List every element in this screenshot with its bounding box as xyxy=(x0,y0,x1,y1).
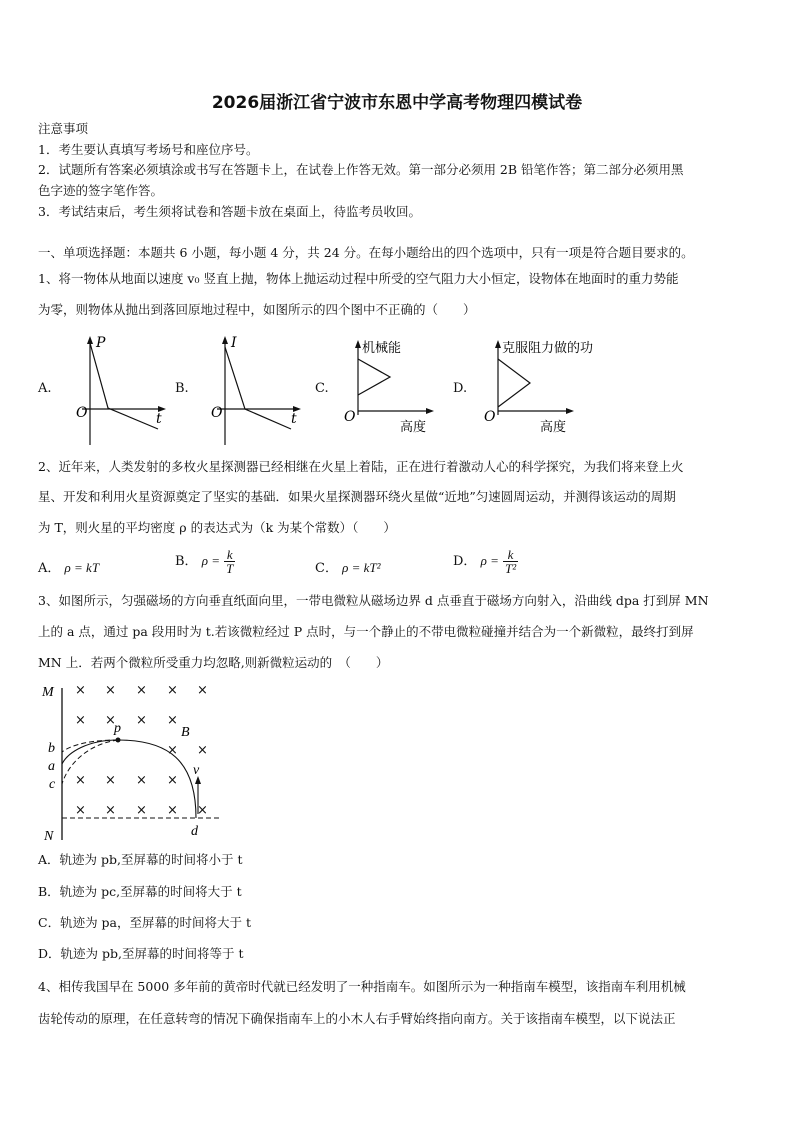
q3-option-a: A．轨迹为 pb,至屏幕的时间将小于 t xyxy=(38,852,243,867)
q2-option-a-expr: ρ = kT xyxy=(64,560,100,575)
svg-text:×: × xyxy=(197,683,208,698)
q1a-origin: O xyxy=(76,405,88,421)
svg-text:×: × xyxy=(75,713,86,728)
q2-option-b-den: T xyxy=(226,561,234,576)
q3-option-b: B．轨迹为 pc,至屏幕的时间将大于 t xyxy=(38,884,242,899)
q1b-y-label: I xyxy=(231,335,237,351)
q2-option-c-label: C． xyxy=(315,561,338,576)
q3-label-a: a xyxy=(48,759,55,774)
q2-option-d-label: D． xyxy=(453,554,477,569)
q3-line3: MN 上．若两个微粒所受重力均忽略,则新微粒运动的 （ ） xyxy=(38,655,389,670)
svg-text:×: × xyxy=(105,713,116,728)
q2-option-b-label: B． xyxy=(175,554,198,569)
svg-text:×: × xyxy=(167,773,178,788)
q3-label-v: v xyxy=(193,763,200,778)
q2-option-b xyxy=(175,548,235,575)
q1-graph-a xyxy=(70,333,170,448)
notice-item-3: 3．考试结束后，考生须将试卷和答题卡放在桌面上，待监考员收回。 xyxy=(38,204,421,219)
q1c-y-label: 机械能 xyxy=(362,341,402,356)
q3-option-d: D．轨迹为 pb,至屏幕的时间将等于 t xyxy=(38,946,244,961)
q3-option-c: C．轨迹为 pa，至屏幕的时间将大于 t xyxy=(38,915,251,930)
q2-option-d-lhs: ρ = xyxy=(480,553,499,568)
notice-item-2: 2．试题所有答案必须填涂或书写在答题卡上，在试卷上作答无效。第一部分必须用 2B 铅笔作答；第二部分必须用黑 xyxy=(38,162,684,177)
q2-option-d-num: k xyxy=(503,548,518,562)
notice-item-1: 1．考生要认真填写考场号和座位序号。 xyxy=(38,142,259,157)
q1d-x-label: 高度 xyxy=(540,420,567,435)
q2-option-b-num: k xyxy=(224,548,235,562)
q3-line2: 上的 a 点，通过 pa 段用时为 t.若该微粒经过 P 点时，与一个静止的不带电微粒碰撞并结合为一个新微粒，最终打到屏 xyxy=(38,624,694,639)
svg-text:×: × xyxy=(136,683,147,698)
q3-line1: 3、如图所示，匀强磁场的方向垂直纸面向里，一带电微粒从磁场边界 d 点垂直于磁场方向射入，沿曲线 dpa 打到屏 MN xyxy=(38,593,709,608)
q3-label-N: N xyxy=(44,829,54,844)
q1-option-a-label: A. xyxy=(38,381,52,396)
svg-text:×: × xyxy=(105,773,116,788)
q1-option-d-label: D. xyxy=(453,381,468,396)
q3-figure xyxy=(38,680,228,845)
q2-option-c-expr: ρ = kT² xyxy=(342,560,381,575)
svg-text:×: × xyxy=(167,743,178,758)
notice-heading: 注意事项 xyxy=(38,121,89,136)
q3-label-p: p xyxy=(114,721,121,736)
q2-option-c xyxy=(315,557,381,576)
svg-text:×: × xyxy=(197,743,208,758)
q2-option-d-den: T² xyxy=(504,561,517,576)
svg-text:×: × xyxy=(75,773,86,788)
q2-option-b-frac xyxy=(224,548,235,575)
q2-option-d-frac xyxy=(503,548,518,575)
q2-line1: 2、近年来，人类发射的多枚火星探测器已经相继在火星上着陆，正在进行着激动人心的科学探究，为我们将来登上火 xyxy=(38,459,684,474)
q3-label-M: M xyxy=(42,685,54,700)
section-heading: 一、单项选择题：本题共 6 小题，每小题 4 分，共 24 分。在每小题给出的四个选项中，只有一项是符合题目要求的。 xyxy=(38,245,694,260)
svg-text:×: × xyxy=(197,803,208,818)
page-title: 2026届浙江省宁波市东恩中学高考物理四模试卷 xyxy=(211,93,583,113)
svg-text:×: × xyxy=(167,713,178,728)
q2-option-b-lhs: ρ = xyxy=(201,553,220,568)
q4-line2: 齿轮传动的原理，在任意转弯的情况下确保指南车上的小木人右手臂始终指向南方。关于该指南车模型，以下说法正 xyxy=(38,1011,676,1026)
q1-graph-b xyxy=(205,333,305,448)
svg-text:×: × xyxy=(167,683,178,698)
svg-text:×: × xyxy=(136,713,147,728)
q3-label-c: c xyxy=(49,777,56,792)
q2-option-a-label: A． xyxy=(38,561,61,576)
q1a-y-label: P xyxy=(96,335,106,351)
q2-line3: 为 T，则火星的平均密度 ρ 的表达式为（k 为某个常数）（ ） xyxy=(38,520,396,535)
q1c-x-label: 高度 xyxy=(400,420,427,435)
q1-option-b-label: B. xyxy=(175,381,189,396)
q1a-x-label: t xyxy=(156,411,162,427)
notice-item-2-cont: 色字迹的签字笔作答。 xyxy=(38,183,164,198)
svg-text:×: × xyxy=(136,773,147,788)
svg-text:×: × xyxy=(167,803,178,818)
magnetic-field-crosses xyxy=(75,683,208,818)
q2-option-a xyxy=(38,557,99,576)
q2-option-d xyxy=(453,548,518,575)
svg-text:×: × xyxy=(75,683,86,698)
q1c-origin: O xyxy=(344,409,356,425)
svg-text:×: × xyxy=(75,803,86,818)
q3-label-d: d xyxy=(191,824,198,839)
svg-text:×: × xyxy=(105,683,116,698)
q3-label-B: B xyxy=(181,725,190,740)
q2-line2: 星、开发和利用火星资源奠定了坚实的基础．如果火星探测器环绕火星做“近地”匀速圆周运动，并测得该运动的周期 xyxy=(38,489,676,504)
q3-label-b: b xyxy=(48,741,55,756)
q1-graph-c xyxy=(338,333,448,438)
svg-text:×: × xyxy=(105,803,116,818)
q4-line1: 4、相传我国早在 5000 多年前的黄帝时代就已经发明了一种指南车。如图所示为一种指南车模型，该指南车利用机械 xyxy=(38,979,686,994)
q1-graph-d xyxy=(478,333,628,438)
q1d-origin: O xyxy=(484,409,496,425)
q1-line2: 为零，则物体从抛出到落回原地过程中，如图所示的四个图中不正确的（ ） xyxy=(38,302,476,317)
q1b-x-label: t xyxy=(291,411,297,427)
q1-line1: 1、将一物体从地面以速度 v₀ 竖直上抛，物体上抛运动过程中所受的空气阻力大小恒定，设物体在地面时的重力势能 xyxy=(38,271,679,286)
q1-option-c-label: C. xyxy=(315,381,329,396)
svg-text:×: × xyxy=(136,803,147,818)
q1b-origin: O xyxy=(211,405,223,421)
q1d-y-label: 克服阻力做的功 xyxy=(502,341,594,356)
